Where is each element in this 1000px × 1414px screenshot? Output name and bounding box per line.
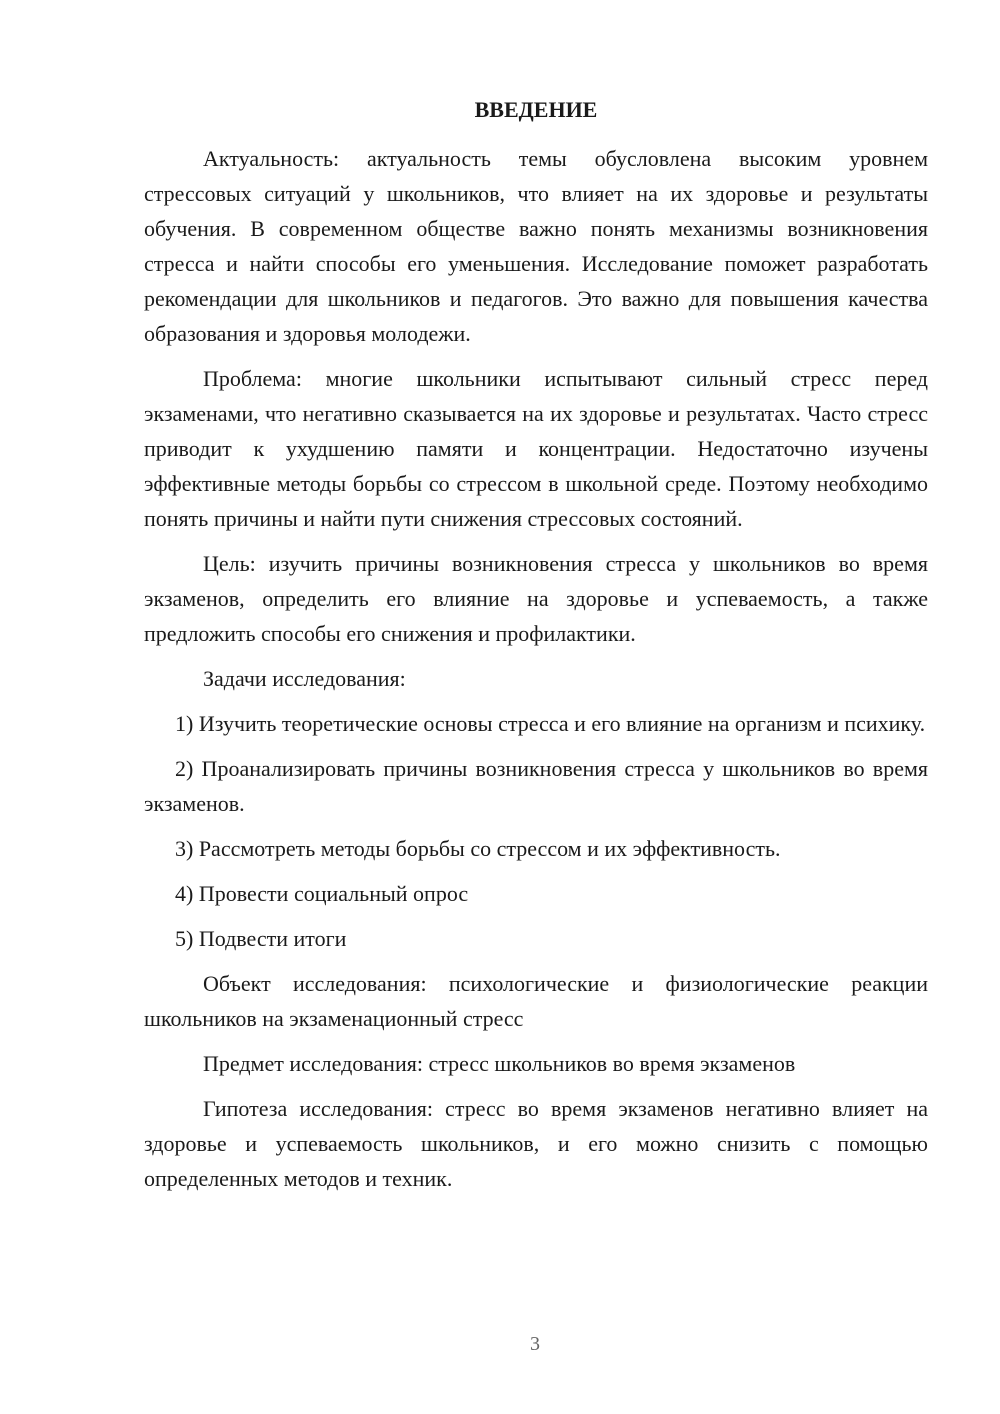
task-item-1: 1) Изучить теоретические основы стресса и его влияние на организм и психику.: [175, 711, 926, 736]
task-item-4: 4) Провести социальный опрос: [175, 881, 469, 906]
task-item-3: 3) Рассмотреть методы борьбы со стрессом и их эффективность.: [175, 836, 781, 861]
goal-paragraph: Цель: изучить причины возникновения стресса у школьников во время экзаменов, определить его влияние на здоровье и успеваемость, а также предложить способы его снижения и профилактики.: [144, 551, 928, 646]
subject-paragraph: Предмет исследования: стресс школьников во время экзаменов: [203, 1051, 796, 1076]
task-item-2: 2) Проанализировать причины возникновения стресса у школьников во время экзаменов.: [144, 756, 928, 816]
section-title: ВВЕДЕНИЕ: [474, 97, 598, 122]
problem-paragraph: Проблема: многие школьники испытывают сильный стресс перед экзаменами, что негативно сказывается на их здоровье и результатах. Часто стресс приводит к ухудшению памяти и концентрации. Недостаточно изучены эффективные методы борьбы со стрессом в школьной среде. Поэтому необходимо понять причины и найти пути снижения стрессовых состояний.: [144, 366, 928, 531]
document-page: [144, 92, 928, 1206]
tasks-heading: Задачи исследования:: [203, 666, 406, 691]
task-item-5: 5) Подвести итоги: [175, 926, 347, 951]
object-paragraph: Объект исследования: психологические и физиологические реакции школьников на экзаменационный стресс: [144, 971, 928, 1031]
relevance-paragraph: Актуальность: актуальность темы обусловлена высоким уровнем стрессовых ситуаций у школьников, что влияет на их здоровье и результаты обучения. В современном обществе важно понять механизмы возникновения стресса и найти способы его уменьшения. Исследование поможет разработать рекомендации для школьников и педагогов. Это важно для повышения качества образования и здоровья молодежи.: [144, 146, 928, 346]
hypothesis-paragraph: Гипотеза исследования: стресс во время экзаменов негативно влияет на здоровье и успеваемость школьников, и его можно снизить с помощью определенных методов и техник.: [144, 1096, 928, 1191]
page-number: 3: [530, 1333, 540, 1355]
